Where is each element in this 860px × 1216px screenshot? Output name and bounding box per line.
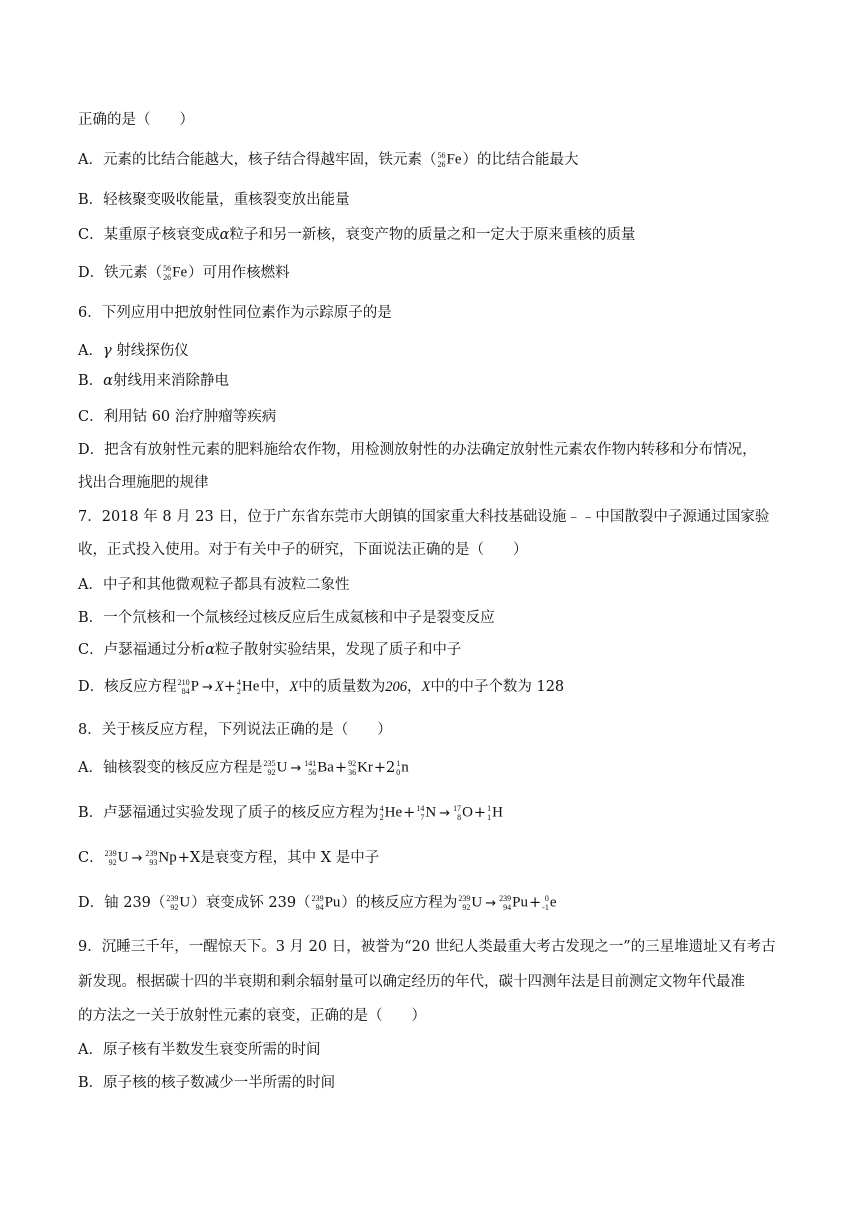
q5-option-a: A．元素的比结合能越大，核子结合得越牢固，铁元素（ 56 26 Fe）的比结合能最大	[78, 151, 579, 169]
q6-option-a: A．γ 射线探伤仪	[78, 343, 189, 359]
arrow-icon: →	[485, 896, 497, 911]
q6-option-b: B．α射线用来消除静电	[78, 373, 229, 389]
isotope-fe: 56 26 Fe	[163, 264, 188, 282]
isotope-pu: 239 94 Pu	[311, 894, 341, 912]
isotope-u239: 239 92 U	[166, 894, 191, 912]
isotope-he: 4 2 He	[379, 804, 403, 822]
q6-option-d-line1: D．把含有放射性元素的肥料施给农作物，用检测放射性的办法确定放射性元素农作物内转移和分布情况，	[78, 442, 757, 458]
isotope-o: 17 8 O	[453, 804, 473, 822]
arrow-icon: →	[290, 761, 302, 776]
isotope-ba: 141 56 Ba	[304, 759, 334, 777]
q8-option-d: D．铀 239（ 239 92 U）衰变成钚 239（ 239 94 Pu）的核反应方程为 239 92 U → 239 94 Pu+ 0 -1 e	[78, 894, 557, 912]
q8-option-a: A．铀核裂变的核反应方程是 235 92 U → 141 56 Ba+ 92 36 Kr+2 1 0 n	[78, 759, 409, 777]
arrow-icon: →	[201, 680, 213, 695]
q8-option-b: B．卢瑟福通过实验发现了质子的核反应方程为 4 2 He+ 14 7 N → 17 8 O+ 1 1 H	[78, 804, 503, 822]
isotope-u239: 239 92 U	[104, 849, 129, 867]
isotope-u239: 239 92 U	[458, 894, 483, 912]
isotope-he: 4 2 He	[236, 678, 260, 696]
q6-option-d-line2: 找出合理施肥的规律	[78, 475, 209, 491]
q6-option-c: C．利用钴 60 治疗肿瘤等疾病	[78, 409, 277, 425]
isotope-n: 1 0 n	[396, 759, 409, 777]
q9-stem-line3: 的方法之一关于放射性元素的衰变，正确的是（ ）	[78, 1008, 426, 1024]
q8-option-c: C． 239 92 U → 239 93 Np+X是衰变方程，其中 X 是中子	[78, 849, 380, 867]
isotope-fe: 56 26 Fe	[437, 151, 462, 169]
isotope-p: 210 84 P	[177, 678, 199, 696]
arrow-icon: →	[131, 851, 143, 866]
q7-stem-line2: 收，正式投入使用。对于有关中子的研究，下面说法正确的是（ ）	[78, 542, 528, 558]
q7-option-d: D．核反应方程 210 84 P → X+ 4 2 He中，X中的质量数为206，X中的中子个数为 128	[78, 678, 565, 696]
q5-option-b: B．轻核聚变吸收能量，重核裂变放出能量	[78, 192, 350, 208]
q8-stem: 8．关于核反应方程，下列说法正确的是（ ）	[78, 722, 392, 738]
q9-option-a: A．原子核有半数发生衰变所需的时间	[78, 1042, 321, 1058]
isotope-h: 1 1 H	[487, 804, 503, 822]
q6-stem: 6．下列应用中把放射性同位素作为示踪原子的是	[78, 305, 392, 321]
isotope-u235: 235 92 U	[263, 759, 288, 777]
isotope-n14: 14 7 N	[416, 804, 437, 822]
q5-option-c: C．某重原子核衰变成α粒子和另一新核，衰变产物的质量之和一定大于原来重核的质量	[78, 227, 636, 243]
q5-option-d: D．铁元素（ 56 26 Fe）可用作核燃料	[78, 264, 290, 282]
q7-stem-line1: 7．2018 年 8 月 23 日，位于广东省东莞市大朗镇的国家重大科技基础设施﹣﹣中国散裂中子源通过国家验	[78, 509, 770, 525]
q9-option-b: B．原子核的核子数减少一半所需的时间	[78, 1075, 336, 1091]
q9-stem-line2: 新发现。根据碳十四的半衰期和剩余辐射量可以确定经历的年代，碳十四测年法是目前测定文物年代最准	[78, 974, 745, 990]
isotope-np: 239 93 Np	[145, 849, 177, 867]
q7-option-c: C．卢瑟福通过分析α粒子散射实验结果，发现了质子和中子	[78, 642, 462, 658]
isotope-e: 0 -1 e	[542, 894, 557, 912]
isotope-kr: 92 36 Kr	[348, 759, 373, 777]
q7-option-b: B．一个氘核和一个氚核经过核反应后生成氦核和中子是裂变反应	[78, 610, 495, 626]
q9-stem-line1: 9．沉睡三千年，一醒惊天下。3 月 20 日，被誉为“20 世纪人类最重大考古发现之一”的三星堆遗址又有考古	[78, 939, 776, 955]
isotope-pu: 239 94 Pu	[499, 894, 528, 912]
q5-stem-tail: 正确的是（ ）	[78, 112, 194, 128]
q7-option-a: A．中子和其他微观粒子都具有波粒二象性	[78, 577, 350, 593]
arrow-icon: →	[439, 806, 451, 821]
